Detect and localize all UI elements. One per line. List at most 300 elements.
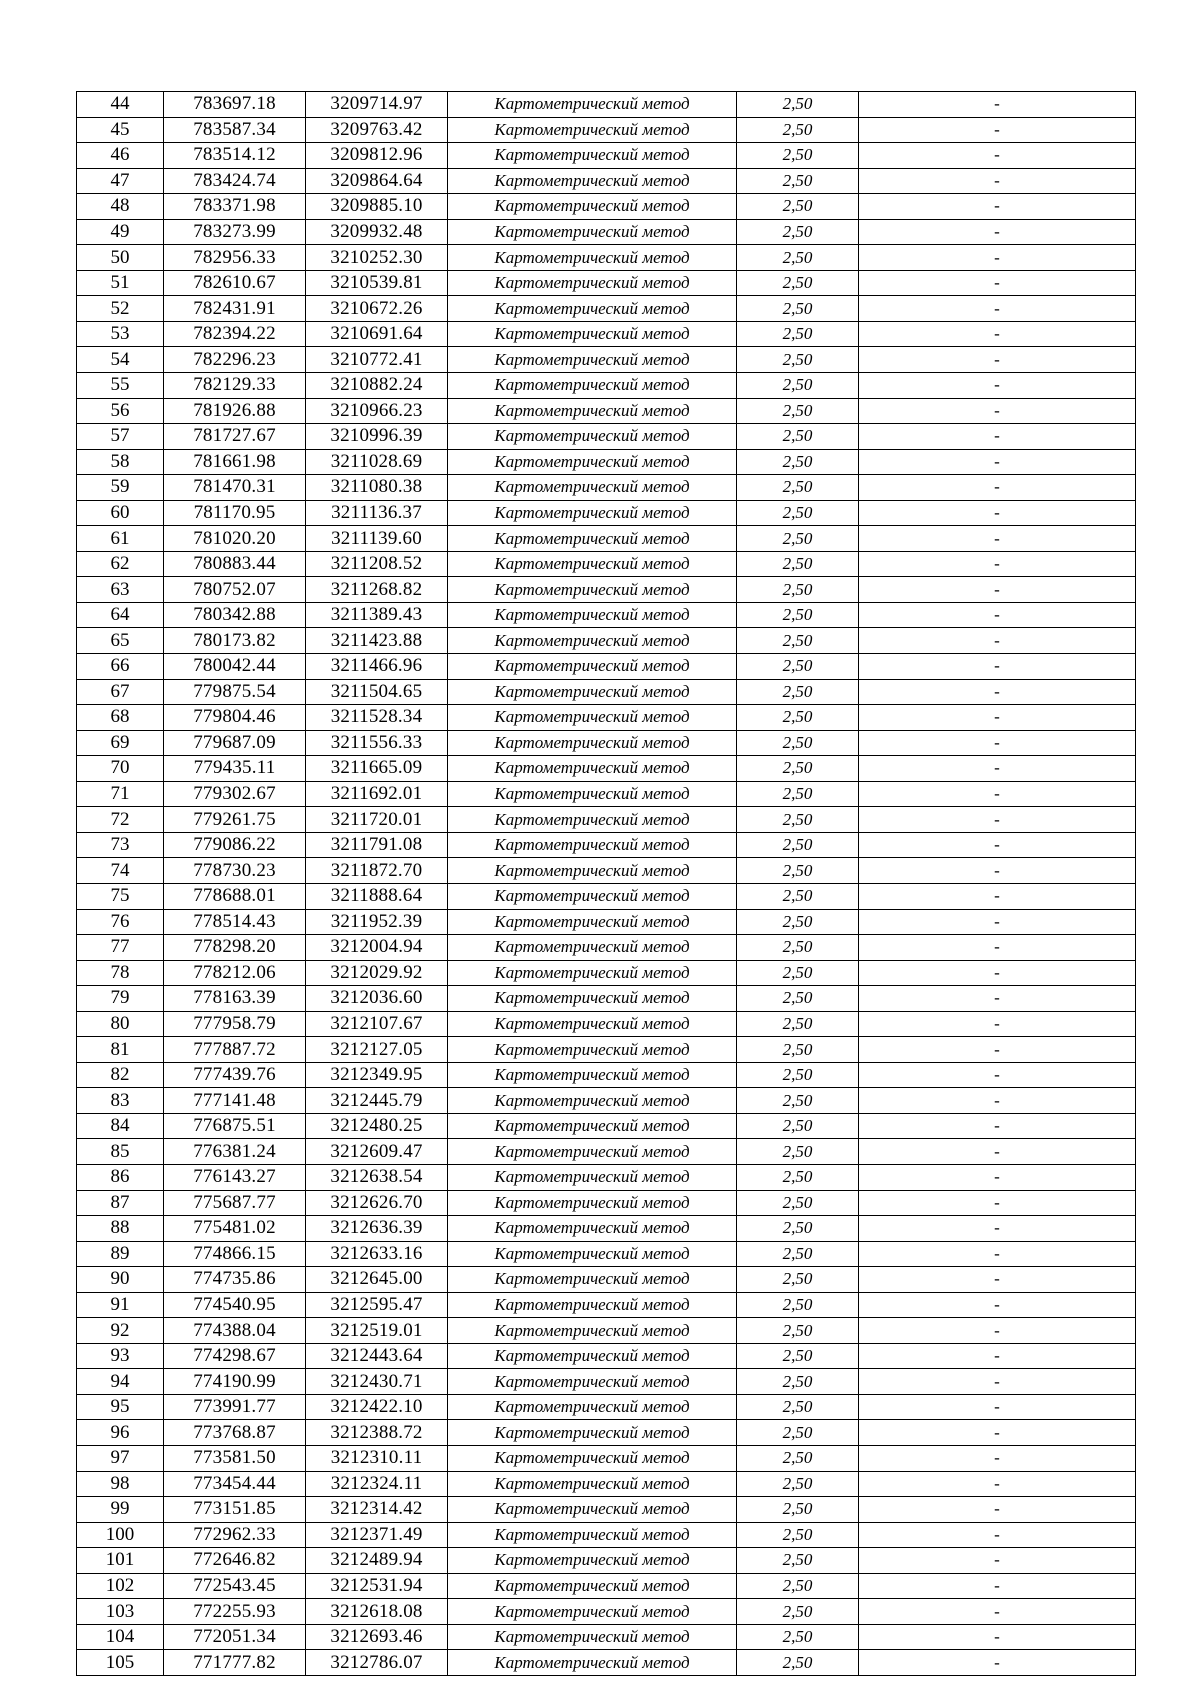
- note-cell: -: [859, 551, 1136, 577]
- method-cell: Картометрический метод: [448, 1267, 737, 1293]
- coordinates-table-body: [77, 92, 1136, 1676]
- table-row: [77, 500, 1136, 526]
- table-row: [77, 270, 1136, 296]
- point-number-cell: 92: [77, 1318, 164, 1344]
- method-cell: Картометрический метод: [448, 935, 737, 961]
- y-coordinate-cell: 3209932.48: [306, 219, 448, 245]
- y-coordinate-cell: 3212324.11: [306, 1471, 448, 1497]
- y-coordinate-cell: 3209812.96: [306, 143, 448, 169]
- point-number-cell: 62: [77, 551, 164, 577]
- accuracy-cell: 2,50: [737, 1088, 859, 1114]
- x-coordinate-cell: 771777.82: [164, 1650, 306, 1676]
- note-cell: -: [859, 909, 1136, 935]
- y-coordinate-cell: 3211791.08: [306, 832, 448, 858]
- y-coordinate-cell: 3211028.69: [306, 449, 448, 475]
- method-cell: Картометрический метод: [448, 1190, 737, 1216]
- note-cell: -: [859, 628, 1136, 654]
- x-coordinate-cell: 773151.85: [164, 1497, 306, 1523]
- y-coordinate-cell: 3212480.25: [306, 1113, 448, 1139]
- y-coordinate-cell: 3212310.11: [306, 1445, 448, 1471]
- y-coordinate-cell: 3212618.08: [306, 1599, 448, 1625]
- x-coordinate-cell: 772051.34: [164, 1624, 306, 1650]
- method-cell: Картометрический метод: [448, 424, 737, 450]
- accuracy-cell: 2,50: [737, 1497, 859, 1523]
- table-row: [77, 194, 1136, 220]
- note-cell: -: [859, 679, 1136, 705]
- method-cell: Картометрический метод: [448, 756, 737, 782]
- method-cell: Картометрический метод: [448, 245, 737, 271]
- method-cell: Картометрический метод: [448, 117, 737, 143]
- y-coordinate-cell: 3211872.70: [306, 858, 448, 884]
- x-coordinate-cell: 773581.50: [164, 1445, 306, 1471]
- accuracy-cell: 2,50: [737, 1292, 859, 1318]
- x-coordinate-cell: 772962.33: [164, 1522, 306, 1548]
- x-coordinate-cell: 778688.01: [164, 883, 306, 909]
- accuracy-cell: 2,50: [737, 1267, 859, 1293]
- accuracy-cell: 2,50: [737, 168, 859, 194]
- note-cell: -: [859, 500, 1136, 526]
- method-cell: Картометрический метод: [448, 373, 737, 399]
- x-coordinate-cell: 782956.33: [164, 245, 306, 271]
- method-cell: Картометрический метод: [448, 883, 737, 909]
- note-cell: -: [859, 1037, 1136, 1063]
- x-coordinate-cell: 782610.67: [164, 270, 306, 296]
- note-cell: -: [859, 347, 1136, 373]
- note-cell: -: [859, 858, 1136, 884]
- accuracy-cell: 2,50: [737, 1343, 859, 1369]
- accuracy-cell: 2,50: [737, 92, 859, 118]
- y-coordinate-cell: 3212626.70: [306, 1190, 448, 1216]
- point-number-cell: 89: [77, 1241, 164, 1267]
- x-coordinate-cell: 780173.82: [164, 628, 306, 654]
- table-row: [77, 1445, 1136, 1471]
- note-cell: -: [859, 756, 1136, 782]
- method-cell: Картометрический метод: [448, 321, 737, 347]
- note-cell: -: [859, 168, 1136, 194]
- accuracy-cell: 2,50: [737, 832, 859, 858]
- note-cell: -: [859, 398, 1136, 424]
- method-cell: Картометрический метод: [448, 1011, 737, 1037]
- accuracy-cell: 2,50: [737, 1471, 859, 1497]
- table-row: [77, 296, 1136, 322]
- note-cell: -: [859, 219, 1136, 245]
- y-coordinate-cell: 3211423.88: [306, 628, 448, 654]
- point-number-cell: 64: [77, 602, 164, 628]
- accuracy-cell: 2,50: [737, 245, 859, 271]
- point-number-cell: 82: [77, 1062, 164, 1088]
- y-coordinate-cell: 3209714.97: [306, 92, 448, 118]
- point-number-cell: 94: [77, 1369, 164, 1395]
- x-coordinate-cell: 773768.87: [164, 1420, 306, 1446]
- x-coordinate-cell: 776875.51: [164, 1113, 306, 1139]
- y-coordinate-cell: 3212430.71: [306, 1369, 448, 1395]
- accuracy-cell: 2,50: [737, 1445, 859, 1471]
- table-row: [77, 398, 1136, 424]
- method-cell: Картометрический метод: [448, 628, 737, 654]
- method-cell: Картометрический метод: [448, 475, 737, 501]
- x-coordinate-cell: 783424.74: [164, 168, 306, 194]
- y-coordinate-cell: 3212609.47: [306, 1139, 448, 1165]
- note-cell: -: [859, 705, 1136, 731]
- x-coordinate-cell: 783514.12: [164, 143, 306, 169]
- point-number-cell: 79: [77, 986, 164, 1012]
- y-coordinate-cell: 3211665.09: [306, 756, 448, 782]
- y-coordinate-cell: 3212636.39: [306, 1216, 448, 1242]
- x-coordinate-cell: 781661.98: [164, 449, 306, 475]
- accuracy-cell: 2,50: [737, 883, 859, 909]
- x-coordinate-cell: 772646.82: [164, 1548, 306, 1574]
- method-cell: Картометрический метод: [448, 1292, 737, 1318]
- y-coordinate-cell: 3211466.96: [306, 654, 448, 680]
- x-coordinate-cell: 774190.99: [164, 1369, 306, 1395]
- x-coordinate-cell: 774866.15: [164, 1241, 306, 1267]
- table-row: [77, 1522, 1136, 1548]
- point-number-cell: 85: [77, 1139, 164, 1165]
- point-number-cell: 71: [77, 781, 164, 807]
- x-coordinate-cell: 780342.88: [164, 602, 306, 628]
- accuracy-cell: 2,50: [737, 1394, 859, 1420]
- point-number-cell: 73: [77, 832, 164, 858]
- table-row: [77, 1369, 1136, 1395]
- method-cell: Картометрический метод: [448, 577, 737, 603]
- point-number-cell: 56: [77, 398, 164, 424]
- point-number-cell: 50: [77, 245, 164, 271]
- method-cell: Картометрический метод: [448, 526, 737, 552]
- x-coordinate-cell: 774298.67: [164, 1343, 306, 1369]
- x-coordinate-cell: 773991.77: [164, 1394, 306, 1420]
- y-coordinate-cell: 3212314.42: [306, 1497, 448, 1523]
- note-cell: -: [859, 1318, 1136, 1344]
- x-coordinate-cell: 773454.44: [164, 1471, 306, 1497]
- y-coordinate-cell: 3211952.39: [306, 909, 448, 935]
- table-row: [77, 1624, 1136, 1650]
- y-coordinate-cell: 3212531.94: [306, 1573, 448, 1599]
- note-cell: -: [859, 1548, 1136, 1574]
- point-number-cell: 84: [77, 1113, 164, 1139]
- note-cell: -: [859, 577, 1136, 603]
- accuracy-cell: 2,50: [737, 858, 859, 884]
- note-cell: -: [859, 1573, 1136, 1599]
- note-cell: -: [859, 730, 1136, 756]
- note-cell: -: [859, 654, 1136, 680]
- method-cell: Картометрический метод: [448, 270, 737, 296]
- x-coordinate-cell: 781170.95: [164, 500, 306, 526]
- x-coordinate-cell: 779804.46: [164, 705, 306, 731]
- table-row: [77, 1599, 1136, 1625]
- method-cell: Картометрический метод: [448, 1650, 737, 1676]
- method-cell: Картометрический метод: [448, 143, 737, 169]
- accuracy-cell: 2,50: [737, 347, 859, 373]
- point-number-cell: 93: [77, 1343, 164, 1369]
- y-coordinate-cell: 3210539.81: [306, 270, 448, 296]
- x-coordinate-cell: 778514.43: [164, 909, 306, 935]
- accuracy-cell: 2,50: [737, 679, 859, 705]
- y-coordinate-cell: 3212422.10: [306, 1394, 448, 1420]
- note-cell: -: [859, 986, 1136, 1012]
- point-number-cell: 69: [77, 730, 164, 756]
- y-coordinate-cell: 3212638.54: [306, 1164, 448, 1190]
- y-coordinate-cell: 3212036.60: [306, 986, 448, 1012]
- accuracy-cell: 2,50: [737, 1062, 859, 1088]
- x-coordinate-cell: 774388.04: [164, 1318, 306, 1344]
- method-cell: Картометрический метод: [448, 807, 737, 833]
- point-number-cell: 66: [77, 654, 164, 680]
- point-number-cell: 90: [77, 1267, 164, 1293]
- y-coordinate-cell: 3211504.65: [306, 679, 448, 705]
- note-cell: -: [859, 1420, 1136, 1446]
- point-number-cell: 81: [77, 1037, 164, 1063]
- accuracy-cell: 2,50: [737, 526, 859, 552]
- note-cell: -: [859, 1139, 1136, 1165]
- y-coordinate-cell: 3212443.64: [306, 1343, 448, 1369]
- x-coordinate-cell: 781470.31: [164, 475, 306, 501]
- note-cell: -: [859, 1164, 1136, 1190]
- note-cell: -: [859, 1113, 1136, 1139]
- table-row: [77, 1497, 1136, 1523]
- note-cell: -: [859, 245, 1136, 271]
- point-number-cell: 101: [77, 1548, 164, 1574]
- y-coordinate-cell: 3211268.82: [306, 577, 448, 603]
- coordinates-table: [76, 91, 1136, 1676]
- point-number-cell: 57: [77, 424, 164, 450]
- method-cell: Картометрический метод: [448, 1599, 737, 1625]
- x-coordinate-cell: 780752.07: [164, 577, 306, 603]
- point-number-cell: 102: [77, 1573, 164, 1599]
- point-number-cell: 47: [77, 168, 164, 194]
- y-coordinate-cell: 3212445.79: [306, 1088, 448, 1114]
- note-cell: -: [859, 1241, 1136, 1267]
- x-coordinate-cell: 772255.93: [164, 1599, 306, 1625]
- point-number-cell: 46: [77, 143, 164, 169]
- method-cell: Картометрический метод: [448, 296, 737, 322]
- point-number-cell: 75: [77, 883, 164, 909]
- note-cell: -: [859, 296, 1136, 322]
- x-coordinate-cell: 774735.86: [164, 1267, 306, 1293]
- y-coordinate-cell: 3210966.23: [306, 398, 448, 424]
- table-row: [77, 424, 1136, 450]
- table-row: [77, 551, 1136, 577]
- note-cell: -: [859, 935, 1136, 961]
- table-row: [77, 373, 1136, 399]
- x-coordinate-cell: 783697.18: [164, 92, 306, 118]
- table-row: [77, 832, 1136, 858]
- y-coordinate-cell: 3209763.42: [306, 117, 448, 143]
- table-row: [77, 654, 1136, 680]
- y-coordinate-cell: 3211139.60: [306, 526, 448, 552]
- note-cell: -: [859, 1650, 1136, 1676]
- method-cell: Картометрический метод: [448, 1088, 737, 1114]
- y-coordinate-cell: 3212004.94: [306, 935, 448, 961]
- table-row: [77, 1471, 1136, 1497]
- table-row: [77, 960, 1136, 986]
- table-row: [77, 1011, 1136, 1037]
- point-number-cell: 103: [77, 1599, 164, 1625]
- x-coordinate-cell: 778730.23: [164, 858, 306, 884]
- accuracy-cell: 2,50: [737, 781, 859, 807]
- point-number-cell: 87: [77, 1190, 164, 1216]
- x-coordinate-cell: 779086.22: [164, 832, 306, 858]
- x-coordinate-cell: 772543.45: [164, 1573, 306, 1599]
- table-row: [77, 321, 1136, 347]
- point-number-cell: 88: [77, 1216, 164, 1242]
- method-cell: Картометрический метод: [448, 1624, 737, 1650]
- note-cell: -: [859, 1267, 1136, 1293]
- point-number-cell: 53: [77, 321, 164, 347]
- y-coordinate-cell: 3209885.10: [306, 194, 448, 220]
- point-number-cell: 100: [77, 1522, 164, 1548]
- accuracy-cell: 2,50: [737, 475, 859, 501]
- x-coordinate-cell: 777887.72: [164, 1037, 306, 1063]
- note-cell: -: [859, 1190, 1136, 1216]
- note-cell: -: [859, 475, 1136, 501]
- note-cell: -: [859, 883, 1136, 909]
- y-coordinate-cell: 3211208.52: [306, 551, 448, 577]
- method-cell: Картометрический метод: [448, 705, 737, 731]
- method-cell: Картометрический метод: [448, 1216, 737, 1242]
- note-cell: -: [859, 143, 1136, 169]
- accuracy-cell: 2,50: [737, 807, 859, 833]
- table-row: [77, 1650, 1136, 1676]
- accuracy-cell: 2,50: [737, 1522, 859, 1548]
- x-coordinate-cell: 783371.98: [164, 194, 306, 220]
- x-coordinate-cell: 777141.48: [164, 1088, 306, 1114]
- y-coordinate-cell: 3211720.01: [306, 807, 448, 833]
- note-cell: -: [859, 1292, 1136, 1318]
- table-row: [77, 577, 1136, 603]
- table-row: [77, 1088, 1136, 1114]
- y-coordinate-cell: 3212388.72: [306, 1420, 448, 1446]
- method-cell: Картометрический метод: [448, 986, 737, 1012]
- note-cell: -: [859, 117, 1136, 143]
- table-row: [77, 602, 1136, 628]
- point-number-cell: 98: [77, 1471, 164, 1497]
- accuracy-cell: 2,50: [737, 117, 859, 143]
- y-coordinate-cell: 3210772.41: [306, 347, 448, 373]
- y-coordinate-cell: 3212107.67: [306, 1011, 448, 1037]
- table-row: [77, 1548, 1136, 1574]
- y-coordinate-cell: 3212349.95: [306, 1062, 448, 1088]
- table-row: [77, 807, 1136, 833]
- accuracy-cell: 2,50: [737, 628, 859, 654]
- accuracy-cell: 2,50: [737, 1011, 859, 1037]
- x-coordinate-cell: 777958.79: [164, 1011, 306, 1037]
- table-row: [77, 909, 1136, 935]
- note-cell: -: [859, 602, 1136, 628]
- method-cell: Картометрический метод: [448, 92, 737, 118]
- method-cell: Картометрический метод: [448, 551, 737, 577]
- accuracy-cell: 2,50: [737, 1216, 859, 1242]
- table-row: [77, 1241, 1136, 1267]
- note-cell: -: [859, 270, 1136, 296]
- method-cell: Картометрический метод: [448, 1062, 737, 1088]
- method-cell: Картометрический метод: [448, 1241, 737, 1267]
- method-cell: Картометрический метод: [448, 500, 737, 526]
- table-row: [77, 347, 1136, 373]
- accuracy-cell: 2,50: [737, 1318, 859, 1344]
- accuracy-cell: 2,50: [737, 373, 859, 399]
- x-coordinate-cell: 778212.06: [164, 960, 306, 986]
- point-number-cell: 105: [77, 1650, 164, 1676]
- table-row: [77, 858, 1136, 884]
- point-number-cell: 96: [77, 1420, 164, 1446]
- accuracy-cell: 2,50: [737, 1241, 859, 1267]
- accuracy-cell: 2,50: [737, 449, 859, 475]
- table-row: [77, 1164, 1136, 1190]
- x-coordinate-cell: 780042.44: [164, 654, 306, 680]
- x-coordinate-cell: 774540.95: [164, 1292, 306, 1318]
- accuracy-cell: 2,50: [737, 935, 859, 961]
- method-cell: Картометрический метод: [448, 858, 737, 884]
- y-coordinate-cell: 3211389.43: [306, 602, 448, 628]
- accuracy-cell: 2,50: [737, 1113, 859, 1139]
- method-cell: Картометрический метод: [448, 194, 737, 220]
- point-number-cell: 52: [77, 296, 164, 322]
- method-cell: Картометрический метод: [448, 1369, 737, 1395]
- note-cell: -: [859, 781, 1136, 807]
- method-cell: Картометрический метод: [448, 832, 737, 858]
- note-cell: -: [859, 1062, 1136, 1088]
- y-coordinate-cell: 3211888.64: [306, 883, 448, 909]
- method-cell: Картометрический метод: [448, 730, 737, 756]
- x-coordinate-cell: 782129.33: [164, 373, 306, 399]
- accuracy-cell: 2,50: [737, 424, 859, 450]
- x-coordinate-cell: 779875.54: [164, 679, 306, 705]
- y-coordinate-cell: 3210672.26: [306, 296, 448, 322]
- point-number-cell: 65: [77, 628, 164, 654]
- table-row: [77, 1292, 1136, 1318]
- table-row: [77, 245, 1136, 271]
- method-cell: Картометрический метод: [448, 1573, 737, 1599]
- point-number-cell: 67: [77, 679, 164, 705]
- y-coordinate-cell: 3212693.46: [306, 1624, 448, 1650]
- y-coordinate-cell: 3211528.34: [306, 705, 448, 731]
- note-cell: -: [859, 1445, 1136, 1471]
- point-number-cell: 55: [77, 373, 164, 399]
- point-number-cell: 61: [77, 526, 164, 552]
- note-cell: -: [859, 1343, 1136, 1369]
- table-row: [77, 143, 1136, 169]
- accuracy-cell: 2,50: [737, 756, 859, 782]
- table-row: [77, 1318, 1136, 1344]
- point-number-cell: 70: [77, 756, 164, 782]
- accuracy-cell: 2,50: [737, 960, 859, 986]
- y-coordinate-cell: 3211136.37: [306, 500, 448, 526]
- accuracy-cell: 2,50: [737, 1190, 859, 1216]
- point-number-cell: 59: [77, 475, 164, 501]
- y-coordinate-cell: 3210691.64: [306, 321, 448, 347]
- accuracy-cell: 2,50: [737, 577, 859, 603]
- method-cell: Картометрический метод: [448, 1445, 737, 1471]
- method-cell: Картометрический метод: [448, 219, 737, 245]
- method-cell: Картометрический метод: [448, 1471, 737, 1497]
- x-coordinate-cell: 775687.77: [164, 1190, 306, 1216]
- table-row: [77, 935, 1136, 961]
- point-number-cell: 83: [77, 1088, 164, 1114]
- table-row: [77, 526, 1136, 552]
- point-number-cell: 51: [77, 270, 164, 296]
- accuracy-cell: 2,50: [737, 986, 859, 1012]
- x-coordinate-cell: 780883.44: [164, 551, 306, 577]
- point-number-cell: 45: [77, 117, 164, 143]
- point-number-cell: 86: [77, 1164, 164, 1190]
- note-cell: -: [859, 1522, 1136, 1548]
- y-coordinate-cell: 3212633.16: [306, 1241, 448, 1267]
- method-cell: Картометрический метод: [448, 398, 737, 424]
- point-number-cell: 80: [77, 1011, 164, 1037]
- y-coordinate-cell: 3211692.01: [306, 781, 448, 807]
- x-coordinate-cell: 783273.99: [164, 219, 306, 245]
- x-coordinate-cell: 778298.20: [164, 935, 306, 961]
